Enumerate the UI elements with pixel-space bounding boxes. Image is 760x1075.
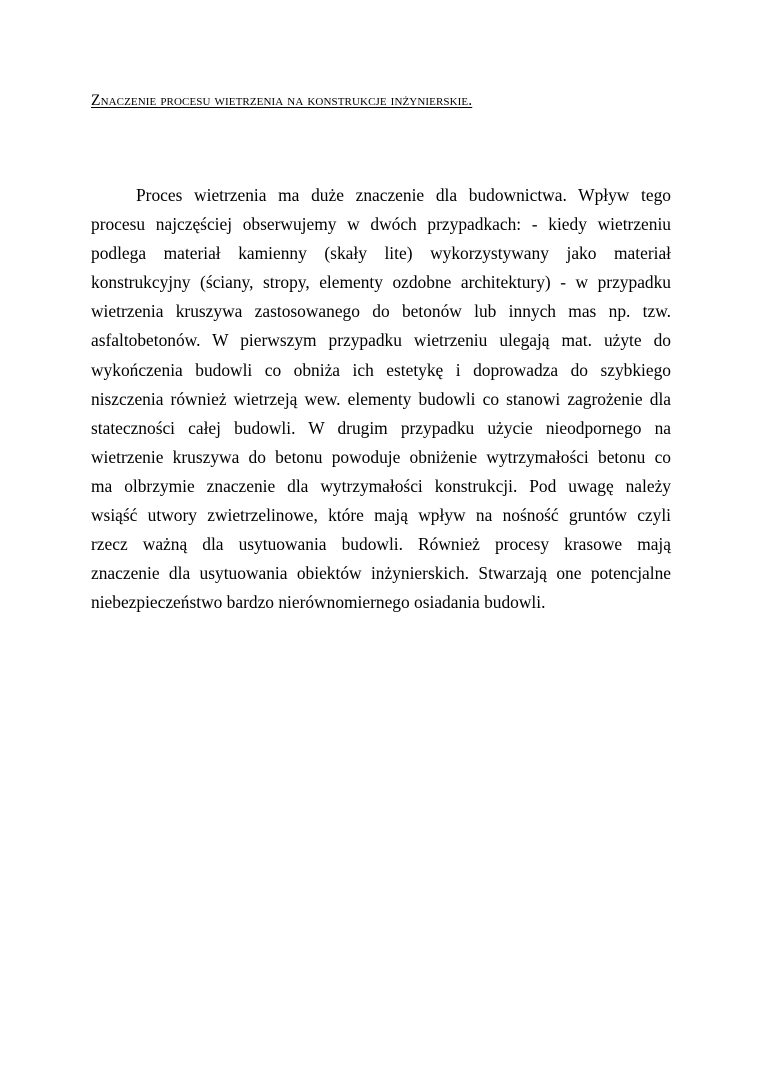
paragraph-line: podlega materiał kamienny (skały lite) wykorzystywany jako materiał (91, 243, 671, 264)
paragraph-line: niszczenia również wietrzeją wew. elementy budowli co stanowi zagrożenie dla (91, 388, 671, 409)
paragraph-line: wsiąść utwory zwietrzelinowe, które mają wpływ na nośność gruntów czyli (91, 505, 671, 526)
paragraph-line: niebezpieczeństwo bardzo nierównomiernego osiadania budowli. (91, 592, 546, 613)
paragraph-line: Proces wietrzenia ma duże znaczenie dla budownictwa. Wpływ tego (136, 185, 671, 205)
document-title: Znaczenie procesu wietrzenia na konstrukcje inżynierskie. (91, 92, 473, 109)
paragraph-line: stateczności całej budowli. W drugim przypadku użycie nieodpornego na (91, 417, 671, 438)
paragraph-line: konstrukcyjny (ściany, stropy, elementy ozdobne architektury) - w przypadku (91, 272, 671, 293)
paragraph-line: asfaltobetonów. W pierwszym przypadku wietrzeniu ulegają mat. użyte do (91, 330, 671, 351)
paragraph-line: znaczenie dla usytuowania obiektów inżynierskich. Stwarzają one potencjalne (91, 563, 671, 584)
body-paragraph (91, 181, 671, 617)
paragraph-line: procesu najczęściej obserwujemy w dwóch przypadkach: - kiedy wietrzeniu (91, 214, 671, 235)
paragraph-line: wykończenia budowli co obniża ich estetykę i doprowadza do szybkiego (91, 359, 671, 380)
paragraph-line: rzecz ważną dla usytuowania budowli. Również procesy krasowe mają (91, 534, 671, 555)
paragraph-line: wietrzenie kruszywa do betonu powoduje obniżenie wytrzymałości betonu co (91, 446, 671, 467)
paragraph-line: ma olbrzymie znaczenie dla wytrzymałości konstrukcji. Pod uwagę należy (91, 475, 671, 496)
paragraph-line: wietrzenia kruszywa zastosowanego do betonów lub innych mas np. tzw. (91, 301, 671, 322)
